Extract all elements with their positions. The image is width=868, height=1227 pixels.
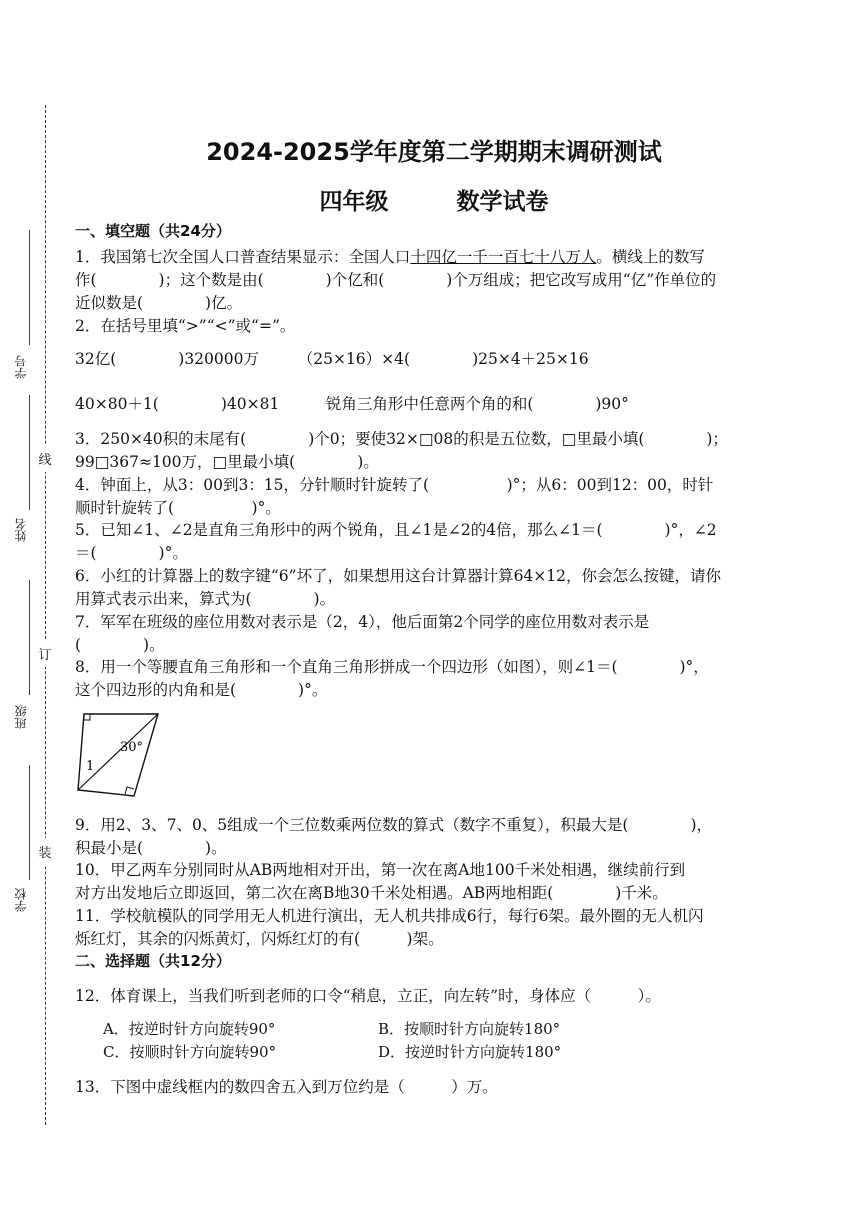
question-3-line-1: 3．250×40积的末尾有( )个0；要使32×□08的积是五位数，□里最小填( )； [75, 430, 728, 448]
question-3-line-2: 99□367≈100万，□里最小填( )。 [75, 453, 379, 471]
question-5-line-2: ＝( )°。 [75, 544, 188, 562]
q1-text-a: 1．我国第七次全国人口普查结果显示：全国人口 [75, 248, 411, 266]
exam-subtitle [0, 183, 868, 216]
option-c[interactable]: C．按顺时针方向旋转90° [103, 1043, 277, 1061]
quadrilateral-figure [72, 708, 167, 800]
figure-label-1: 1 [86, 759, 95, 774]
question-13-prompt: 13．下图中虚线框内的数四舍五入到万位约是（ ）万。 [75, 1078, 498, 1096]
question-11-line-1: 11．学校航模队的同学用无人机进行演出，无人机共排成6行，每行6架。最外圈的无人机闪 [75, 907, 704, 925]
option-b[interactable]: B．按顺时针方向旋转180° [378, 1020, 561, 1038]
question-2-row-2: 40×80＋1( )40×81 锐角三角形中任意两个角的和( )90° [75, 395, 629, 413]
binding-mark-zhuang: 装 [34, 838, 56, 865]
question-8-line-1: 8．用一个等腰直角三角形和一个直角三角形拼成一个四边形（如图），则∠1＝( )°， [75, 658, 709, 676]
binding-mark-ding: 订 [34, 640, 56, 667]
question-1-line-2: 作( )；这个数是由( )个亿和( )个万组成；把它改写成用“亿”作单位的 [75, 271, 717, 289]
figure-label-30: 30° [120, 740, 144, 755]
question-2-prompt: 2．在括号里填“>”“<”或“=”。 [75, 317, 296, 335]
question-5-line-1: 5．已知∠1、∠2是直角三角形中的两个锐角，且∠1是∠2的4倍，那么∠1＝( )°，∠2 [75, 521, 717, 539]
question-12-prompt: 12．体育课上，当我们听到老师的口令“稍息，立正，向左转”时，身体应（ ）。 [75, 987, 661, 1005]
question-1-line-1 [75, 245, 705, 267]
question-4-line-1: 4．钟面上，从3：00到3：15，分针顺时针旋转了( )°；从6：00到12：00，时针 [75, 476, 714, 494]
exam-title: 2024-2025学年度第二学期期末调研测试 [206, 138, 662, 166]
question-6-line-1: 6．小红的计算器上的数字键“6”坏了，如果想用这台计算器计算64×12，你会怎么按键，请你 [75, 567, 722, 585]
question-1-line-3: 近似数是( )亿。 [75, 294, 243, 312]
question-9-line-2: 积最小是( )。 [75, 839, 227, 857]
question-11-line-2: 烁红灯，其余的闪烁黄灯，闪烁红灯的有( )架。 [75, 930, 444, 948]
question-7-line-1: 7．军军在班级的座位用数对表示是（2，4），他后面第2个同学的座位用数对表示是 [75, 613, 650, 631]
question-2-row-1: 32亿( )320000万 （25×16）×4( )25×4＋25×16 [75, 350, 589, 368]
question-8-line-2: 这个四边形的内角和是( )°。 [75, 681, 328, 699]
option-d[interactable]: D．按逆时针方向旋转180° [378, 1043, 562, 1061]
question-10-line-2: 对方出发地后立即返回，第二次在离B地30千米处相遇。AB两地相距( )千米。 [75, 884, 668, 902]
question-7-line-2: ( )。 [75, 636, 165, 654]
question-4-line-2: 顺时针旋转了( )°。 [75, 499, 281, 517]
class-blank[interactable] [29, 580, 30, 695]
binding-mark-xian: 线 [34, 445, 56, 472]
option-a[interactable]: A．按逆时针方向旋转90° [103, 1020, 276, 1038]
side-field-student-id: 学号 [14, 355, 28, 379]
q1-underlined-number: 十四亿一千一百七十八万人 [410, 248, 597, 266]
student-id-blank[interactable] [29, 230, 30, 345]
question-9-line-1: 9．用2、3、7、0、5组成一个三位数乘两位数的算式（数字不重复），积最大是( )， [75, 816, 713, 834]
side-field-class: 班级 [14, 705, 28, 729]
question-10-line-1: 10．甲乙两车分别同时从AB两地相对开出，第一次在离A地100千米处相遇，继续前行到 [75, 861, 686, 879]
binding-dashed-line [45, 105, 46, 1125]
school-blank[interactable] [29, 765, 30, 880]
name-blank[interactable] [29, 395, 30, 510]
question-6-line-2: 用算式表示出来，算式为( )。 [75, 590, 336, 608]
section-heading-multiple-choice: 二、选择题（共12分） [75, 952, 231, 970]
q1-text-b: 。横线上的数写 [596, 248, 705, 266]
section-heading-fill-in: 一、填空题（共24分） [75, 222, 231, 240]
subject-label: 数学试卷 [456, 189, 549, 215]
side-field-school: 学校 [14, 888, 28, 912]
grade-label: 四年级 [319, 189, 389, 215]
side-field-name: 姓名 [14, 518, 28, 542]
